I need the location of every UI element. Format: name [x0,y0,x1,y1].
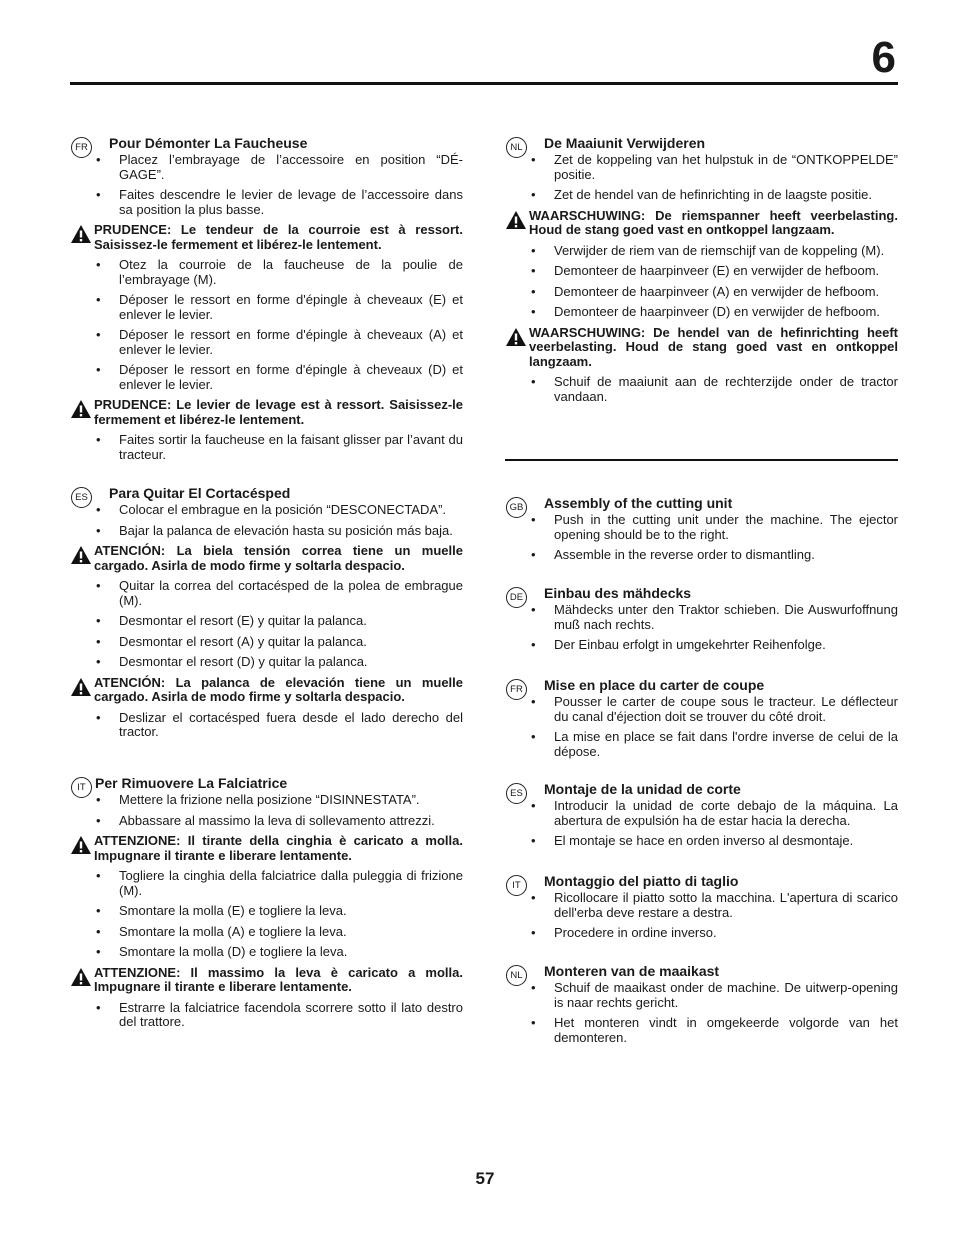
list-item: • Demonteer de haarpinveer (D) en verwijder de hefboom. [505,305,898,320]
step-list [505,244,898,320]
list-item: • Schuif de maaikast onder de machine. De uitwerp-opening is naar rechts gericht. [505,981,898,1010]
language-badge-es: ES [506,783,527,804]
list-item: • Desmontar el resort (A) y quitar la palanca. [70,635,463,650]
section-es-assembly [505,781,898,873]
warning-notice: ATENCIÓN: La palanca de elevación tiene un muelle cargado. Asirla de modo firme y soltarla despacio. [70,676,463,705]
chapter-number: 6 [871,33,896,82]
list-item: • Togliere la cinghia della falciatrice dalla puleggia di frizione (M). [70,869,463,898]
section-it-assembly [505,873,898,963]
warning-icon [70,835,92,855]
list-item: • Mettere la frizione nella posizione “DISINNESTATA”. [70,793,463,808]
section-fr-assembly [505,677,898,781]
list-item: • El montaje se hace en orden inverso al desmontaje. [505,834,898,849]
section-title: Montaje de la unidad de corte [544,781,741,797]
step-list [505,891,898,941]
left-column [70,135,463,1036]
step-list [505,375,898,404]
step-list [70,711,463,740]
warning-notice: WAARSCHUWING: De hendel van de hefinrichting heeft veerbelasting. Houd de stang goed vast en ontkoppel langzaam. [505,326,898,370]
step-list [505,153,898,203]
list-item: • Faites sortir la faucheuse en la faisant glisser par l’avant du tracteur. [70,433,463,462]
step-list [505,799,898,849]
language-badge-nl: NL [506,137,527,158]
step-list [70,433,463,462]
warning-notice: PRUDENCE: Le levier de levage est à ressort. Saisissez-le fermement et libérez-le lentement. [70,398,463,427]
step-list [70,579,463,670]
section-title: De Maaiunit Verwijderen [544,135,706,151]
language-badge-gb: GB [506,497,527,518]
list-item: • Zet de hendel van de hefinrichting in de laagste positie. [505,188,898,203]
section-title: Einbau des mähdecks [544,585,692,601]
section-gb-assembly [505,495,898,585]
step-list [70,793,463,828]
language-badge-fr: FR [506,679,527,700]
list-item: • Abbassare al massimo la leva di sollevamento attrezzi. [70,814,463,829]
list-item: • Mähdecks unter den Traktor schieben. Die Auswurfoffnung muß nach rechts. [505,603,898,632]
list-item: • Smontare la molla (E) e togliere la leva. [70,904,463,919]
list-item: • Ricollocare il piatto sotto la macchina. L'apertura di scarico dell'erba deve restare a destra. [505,891,898,920]
list-item: • Déposer le ressort en forme d'épingle à cheveaux (D) et enlever le levier. [70,363,463,392]
warning-icon [70,545,92,565]
section-title: Mise en place du carter de coupe [544,677,765,693]
warning-notice: WAARSCHUWING: De riemspanner heeft veerbelasting. Houd de stang goed vast en ontkoppel langzaam. [505,209,898,238]
header-rule [70,82,898,85]
step-list [505,513,898,563]
step-list [70,258,463,392]
step-list [70,153,463,217]
section-nl-dismantle [505,135,898,495]
page-number: 57 [475,1169,495,1188]
section-it-dismantle [70,775,463,1030]
section-de-assembly [505,585,898,677]
list-item: • Assemble in the reverse order to dismantling. [505,548,898,563]
list-item: • Pousser le carter de coupe sous le tracteur. Le déflecteur du canal d'éjection doit se trouver du côté droit. [505,695,898,724]
step-list [70,1001,463,1030]
section-fr-dismantle [70,135,463,485]
list-item: • Faites descendre le levier de levage de l’accessoire dans sa position la plus basse. [70,188,463,217]
warning-icon [70,677,92,697]
list-item: • Desmontar el resort (E) y quitar la palanca. [70,614,463,629]
step-list [505,981,898,1045]
warning-notice: ATTENZIONE: Il tirante della cinghia è caricato a molla. Impugnare il tirante e liberare lentamente. [70,834,463,863]
list-item: • Het monteren vindt in omgekeerde volgorde van het demonteren. [505,1016,898,1045]
warning-icon [70,224,92,244]
list-item: • La mise en place se fait dans l'ordre inverse de celui de la dépose. [505,730,898,759]
list-item: • Der Einbau erfolgt in umgekehrter Reihenfolge. [505,638,898,653]
list-item: • Bajar la palanca de elevación hasta su posición más baja. [70,524,463,539]
section-nl-assembly [505,963,898,1045]
warning-icon [70,399,92,419]
list-item: • Demonteer de haarpinveer (E) en verwijder de hefboom. [505,264,898,279]
step-list [70,869,463,960]
list-item: • Otez la courroie de la faucheuse de la poulie de l’embrayage (M). [70,258,463,287]
list-item: • Placez l’embrayage de l’accessoire en position “DÉ-GAGE”. [70,153,463,182]
section-title: Monteren van de maaikast [544,963,720,979]
language-badge-fr: FR [71,137,92,158]
list-item: • Déposer le ressort en forme d'épingle à cheveaux (E) et enlever le levier. [70,293,463,322]
section-title: Para Quitar El Cortacésped [109,485,291,501]
right-column [505,135,898,1051]
list-item: • Zet de koppeling van het hulpstuk in de “ONTKOPPELDE” positie. [505,153,898,182]
list-item: • Introducir la unidad de corte debajo de la máquina. La abertura de expulsión ha de estar hacia la derecha. [505,799,898,828]
list-item: • Smontare la molla (A) e togliere la leva. [70,925,463,940]
section-title: Montaggio del piatto di taglio [544,873,739,889]
list-item: • Verwijder de riem van de riemschijf van de koppeling (M). [505,244,898,259]
step-list [505,603,898,653]
list-item: • Deslizar el cortacésped fuera desde el lado derecho del tractor. [70,711,463,740]
section-es-dismantle [70,485,463,775]
list-item: • Procedere in ordine inverso. [505,926,898,941]
warning-notice: ATENCIÓN: La biela tensión correa tiene un muelle cargado. Asirla de modo firme y soltarla despacio. [70,544,463,573]
warning-notice: PRUDENCE: Le tendeur de la courroie est à ressort. Saisissez-le fermement et libérez-le lentement. [70,223,463,252]
list-item: • Demonteer de haarpinveer (A) en verwijder de hefboom. [505,285,898,300]
warning-icon [505,210,527,230]
list-item: • Push in the cutting unit under the machine. The ejector opening should be to the right. [505,513,898,542]
list-item: • Colocar el embrague en la posición “DESCONECTADA”. [70,503,463,518]
language-badge-it: IT [71,777,92,798]
language-badge-de: DE [506,587,527,608]
list-item: • Smontare la molla (D) e togliere la leva. [70,945,463,960]
list-item: • Déposer le ressort en forme d'épingle à cheveaux (A) et enlever le levier. [70,328,463,357]
language-badge-nl: NL [506,965,527,986]
list-item: • Schuif de maaiunit aan de rechterzijde onder de tractor vandaan. [505,375,898,404]
step-list [505,695,898,759]
section-title: Per Rimuovere La Falciatrice [95,775,288,791]
list-item: • Desmontar el resort (D) y quitar la palanca. [70,655,463,670]
warning-icon [70,967,92,987]
language-badge-es: ES [71,487,92,508]
list-item: • Estrarre la falciatrice facendola scorrere sotto il lato destro del trattore. [70,1001,463,1030]
list-item: • Quitar la correa del cortacésped de la polea de embrague (M). [70,579,463,608]
warning-icon [505,327,527,347]
section-title: Pour Démonter La Faucheuse [109,135,308,151]
warning-notice: ATTENZIONE: Il massimo la leva è caricato a molla. Impugnare il tirante e liberare lentamente. [70,966,463,995]
language-badge-it: IT [506,875,527,896]
step-list [70,503,463,538]
section-title: Assembly of the cutting unit [544,495,733,511]
